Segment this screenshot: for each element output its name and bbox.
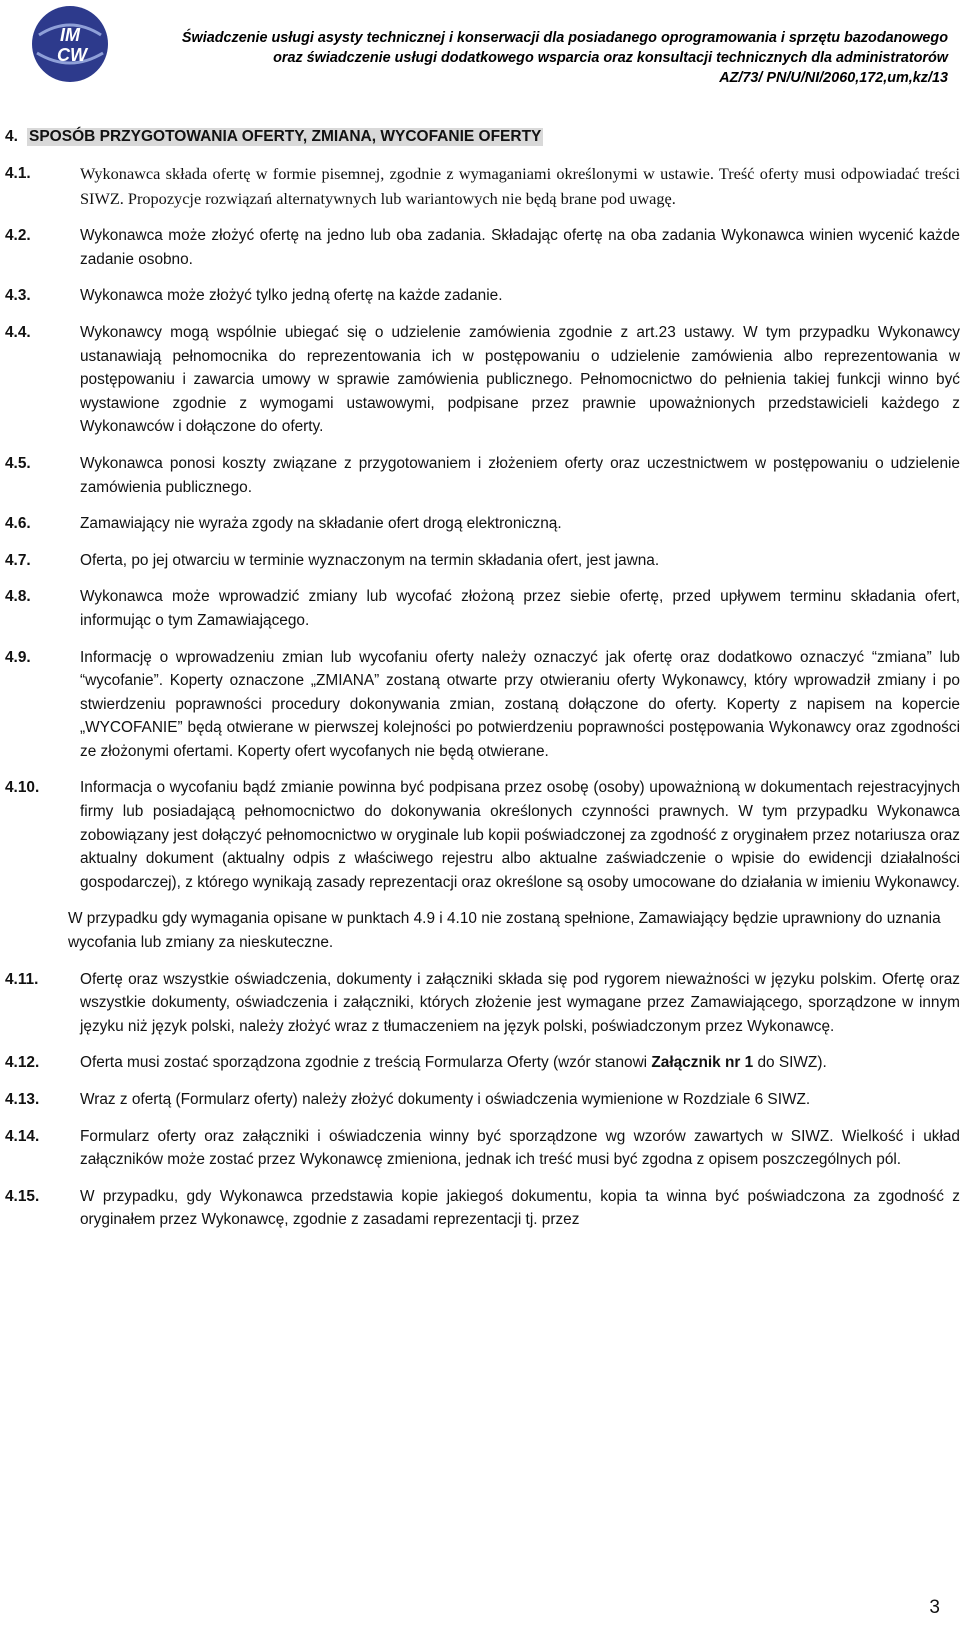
item-text: Wraz z ofertą (Formularz oferty) należy złożyć dokumenty i oświadczenia wymienione w Rozdziale 6 SIWZ.: [80, 1091, 811, 1108]
page-number: 3: [929, 1597, 940, 1618]
list-item: [5, 321, 960, 439]
list-item: [5, 284, 960, 308]
item-text: Informacja o wycofaniu bądź zmianie powinna być podpisana przez osobę (osoby) upoważnioną w dokumentach rejestracyjnych firmy lub posiadającą pełnomocnictwo do dokonywania określonych czynności prawnych. W tym przypadku Wykonawca zobowiązany jest dołączyć pełnomocnictwo w oryginale lub kopii poświadczonej za zgodność z oryginałem przez notariusza oraz aktualny dokument (aktualny odpis z właściwego rejestru albo aktualne zaświadczenie o wpisie do ewidencji działalności gospodarczej), z którego wynikają zasady reprezentacji oraz określone są osoby umocowane do działania w imieniu Wykonawcy.: [80, 779, 960, 891]
section-number: 4.: [5, 128, 18, 145]
list-item: [5, 646, 960, 764]
section-heading: [5, 128, 960, 146]
item-text: W przypadku, gdy Wykonawca przedstawia kopie jakiegoś dokumentu, kopia ta winna być poświadczona za zgodność z oryginałem przez Wykonawcę, zgodnie z zasadami reprezentacji tj. przez: [80, 1187, 960, 1229]
list-item: [5, 162, 960, 211]
item-text: Oferta, po jej otwarciu w terminie wyznaczonym na termin składania ofert, jest jawna.: [80, 551, 660, 569]
item-text: Wykonawca ponosi koszty związane z przygotowaniem i złożeniem oferty oraz uczestnictwem w postępowaniu o udzielenie zamówienia publicznego.: [80, 454, 960, 496]
list-item: [5, 452, 960, 499]
item-text: Zamawiający nie wyraża zgody na składanie ofert drogą elektroniczną.: [80, 515, 562, 533]
list-item: [5, 585, 960, 632]
item-text-before: Oferta musi zostać sporządzona zgodnie z treścią Formularza Oferty (wzór stanowi: [80, 1054, 652, 1072]
item-number: 4.9.: [5, 648, 31, 666]
list-item: [5, 968, 960, 1039]
item-text: Wykonawca może złożyć tylko jedną ofertę na każde zadanie.: [80, 287, 503, 305]
item-number: 4.8.: [5, 588, 31, 606]
item-text: Wykonawca może złożyć ofertę na jedno lub oba zadania. Składając ofertę na oba zadania Wykonawca winien wycenić każde zadanie osobno.: [80, 227, 960, 268]
item-number: 4.13.: [5, 1091, 40, 1108]
list-item: [5, 512, 960, 536]
list-item: [5, 776, 960, 894]
item-number: 4.7.: [5, 551, 31, 569]
item-text: Informację o wprowadzeniu zmian lub wycofaniu oferty należy oznaczyć jak ofertę oraz dodatkowo oznaczyć “zmiana” lub “wycofanie”. Koperty oznaczone „ZMIANA” zostaną otwarte przy otwieraniu oferty Wykonawcy, który wprowadził zmiany i po stwierdzeniu poprawności procedury dokonywania zmian, zostaną dołączone do oferty. Koperty z napisem na kopercie „WYCOFANIE” będą otwierane w pierwszej kolejności po potwierdzeniu poprawności postępowania Wykonawcy oraz zgodności ze złożonymi ofertami. Koperty ofert wycofanych nie będą otwierane.: [80, 648, 960, 760]
item-text: Ofertę oraz wszystkie oświadczenia, dokumenty i załączniki składa się pod rygorem nieważności w języku polskim. Ofertę oraz wszystkie dokumenty, oświadczenia i załączniki, których złożenie jest wymagane przez Zamawiającego, sporządzone w innym języku niż język polski, należy złożyć wraz z tłumaczeniem na język polski, poświadczonym przez Wykonawcę.: [80, 970, 960, 1035]
item-number: 4.4.: [5, 323, 31, 341]
note-text: W przypadku gdy wymagania opisane w punktach 4.9 i 4.10 nie zostaną spełnione, Zamawiający będzie uprawniony do uznania wycofania lub zmiany za nieskuteczne.: [68, 910, 941, 952]
item-number: 4.3.: [5, 287, 31, 305]
section-title: SPOSÓB PRZYGOTOWANIA OFERTY, ZMIANA, WYCOFANIE OFERTY: [29, 128, 542, 145]
item-number: 4.14.: [5, 1127, 40, 1145]
item-number: 4.2.: [5, 227, 31, 245]
svg-text:CW: CW: [57, 45, 87, 65]
header-line-1: Świadczenie usługi asysty technicznej i konserwacji dla posiadanego oprogramowania i sprzętu bazodanowego: [181, 30, 948, 46]
item-text: Wykonawcy mogą wspólnie ubiegać się o udzielenie zamówienia zgodnie z art.23 ustawy. W tym przypadku Wykonawcy ustanawiają pełnomocnika do reprezentowania ich w postępowaniu o udzielenie zamówienia albo reprezentowania w postępowaniu i zawarcia umowy w sprawie zamówienia publicznego. Pełnomocnictwo do pełnienia takiej funkcji winno być wystawione zgodnie z wymogami ustawowymi, podpisane przez prawnie upoważnionych przedstawicieli każdego z Wykonawców i dołączone do oferty.: [80, 323, 960, 436]
document-body: [5, 128, 960, 1245]
item-text: Wykonawca może wprowadzić zmiany lub wycofać złożoną przez siebie ofertę, przed upływem terminu składania ofert, informując o tym Zamawiającego.: [80, 588, 960, 629]
page-header: [0, 0, 960, 95]
item-number: 4.6.: [5, 515, 31, 533]
header-reference: AZ/73/ PN/U/NI/2060,172,um,kz/13: [719, 70, 948, 86]
item-number: 4.1.: [5, 165, 31, 182]
list-item: [5, 1125, 960, 1172]
item-text-after: do SIWZ).: [753, 1054, 827, 1072]
header-title: [148, 28, 948, 88]
item-text: Formularz oferty oraz załączniki i oświadczenia winny być sporządzone wg wzorów zawartych w SIWZ. Wielkość i układ załączników może zostać przez Wykonawcę zmieniona, jednak ich treść musi być zgodna z opisem poszczególnych pól.: [80, 1127, 960, 1169]
item-number: 4.10.: [5, 779, 40, 797]
list-item: [5, 549, 960, 573]
item-number: 4.15.: [5, 1187, 40, 1205]
note-paragraph: [5, 907, 960, 954]
list-item: [5, 1088, 960, 1112]
item-number: 4.11.: [5, 970, 39, 988]
logo-icon: [31, 5, 109, 83]
list-item: [5, 1051, 960, 1075]
list-item: [5, 224, 960, 271]
header-line-2: oraz świadczenie usługi dodatkowego wsparcia oraz konsultacji technicznych dla administratorów: [273, 50, 948, 66]
attachment-reference: Załącznik nr 1: [651, 1054, 754, 1072]
item-number: 4.12.: [5, 1054, 40, 1072]
item-text: Wykonawca składa ofertę w formie pisemnej, zgodnie z wymaganiami określonymi w ustawie. Treść oferty musi odpowiadać treści SIWZ. Propozycje rozwiązań alternatywnych lub wariantowych nie będą brane pod uwagę.: [80, 164, 960, 208]
list-item: [5, 1185, 960, 1232]
item-text: [80, 1054, 827, 1071]
company-logo: [31, 5, 109, 83]
svg-text:IM: IM: [60, 25, 80, 45]
item-number: 4.5.: [5, 454, 31, 472]
